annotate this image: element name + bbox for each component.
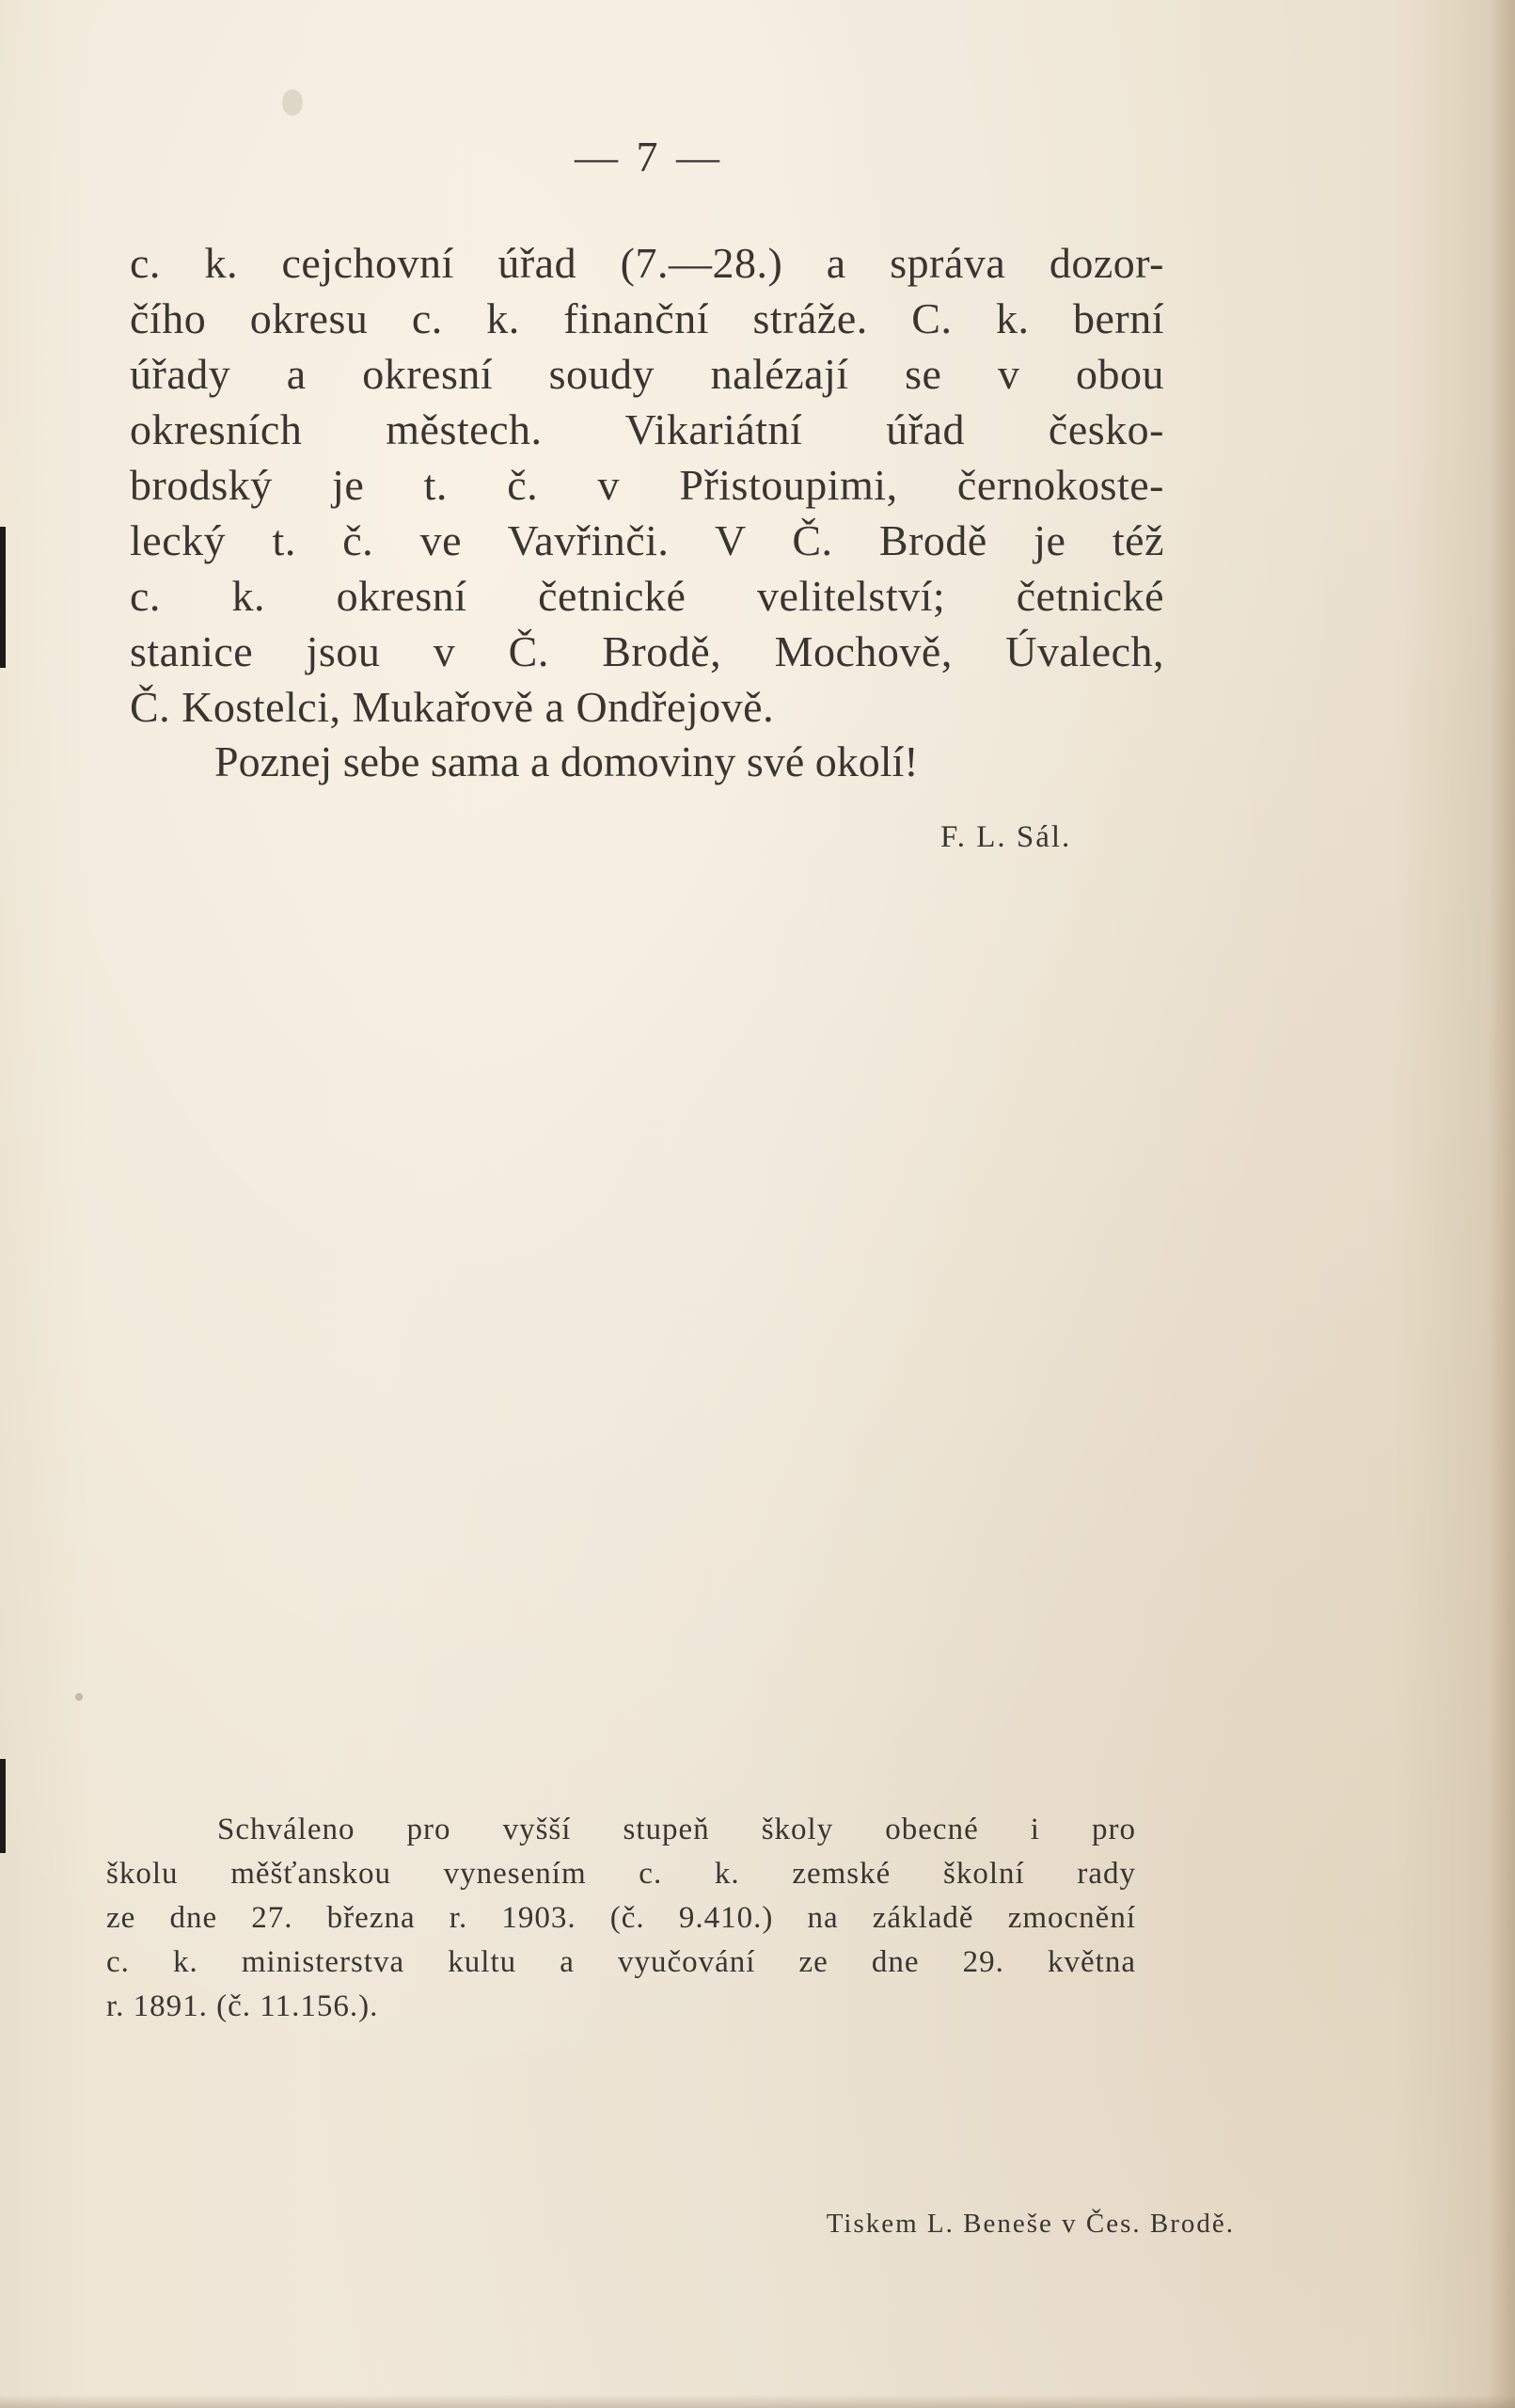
- body-paragraph: [130, 235, 1164, 735]
- text-line: čího okresu c. k. finanční stráže. C. k. berní: [130, 294, 1164, 342]
- text-line: stanice jsou v Č. Brodě, Mochově, Úvalech,: [130, 627, 1164, 675]
- approval-line: c. k. ministerstva kultu a vyučování ze dne 29. května: [106, 1945, 1136, 1979]
- paper-speck: [75, 1693, 83, 1701]
- approval-line: r. 1891. (č. 11.156.).: [106, 1989, 379, 2023]
- text-line: brodský je t. č. v Přistoupimi, černokoste-: [130, 461, 1164, 509]
- text-line: Č. Kostelci, Mukařově a Ondřejově.: [130, 683, 775, 731]
- binding-mark-bottom: [0, 1759, 6, 1853]
- paper-stain: [282, 89, 303, 116]
- printer-imprint: [0, 2209, 1235, 2240]
- approval-line: Schváleno pro vyšší stupeň školy obecné i pro: [217, 1813, 1136, 1846]
- text-line: okresních městech. Vikariátní úřad česko-: [130, 405, 1164, 453]
- text-line: c. k. cejchovní úřad (7.—28.) a správa dozor-: [130, 239, 1164, 287]
- motto-line: Poznej sebe sama a domoviny své okolí!: [214, 737, 919, 785]
- text-line: úřady a okresní soudy nalézají se v obou: [130, 350, 1164, 398]
- page-right-edge: [1489, 0, 1515, 2408]
- page-bottom-edge: [0, 2395, 1515, 2408]
- approval-line: ze dne 27. března r. 1903. (č. 9.410.) na základě zmocnění: [106, 1901, 1136, 1935]
- page-number: — 7 —: [575, 133, 723, 181]
- text-line: lecký t. č. ve Vavřinči. V Č. Brodě je též: [130, 516, 1164, 564]
- binding-mark-top: [0, 527, 6, 668]
- approval-notice: [106, 1808, 1136, 2029]
- author-signature: F. L. Sál.: [940, 820, 1072, 854]
- printer-text: Tiskem L. Beneše v Čes. Brodě.: [826, 2209, 1235, 2239]
- approval-line: školu měšťanskou vynesením c. k. zemské školní rady: [106, 1857, 1136, 1891]
- text-line: c. k. okresní četnické velitelství; četnické: [130, 572, 1164, 620]
